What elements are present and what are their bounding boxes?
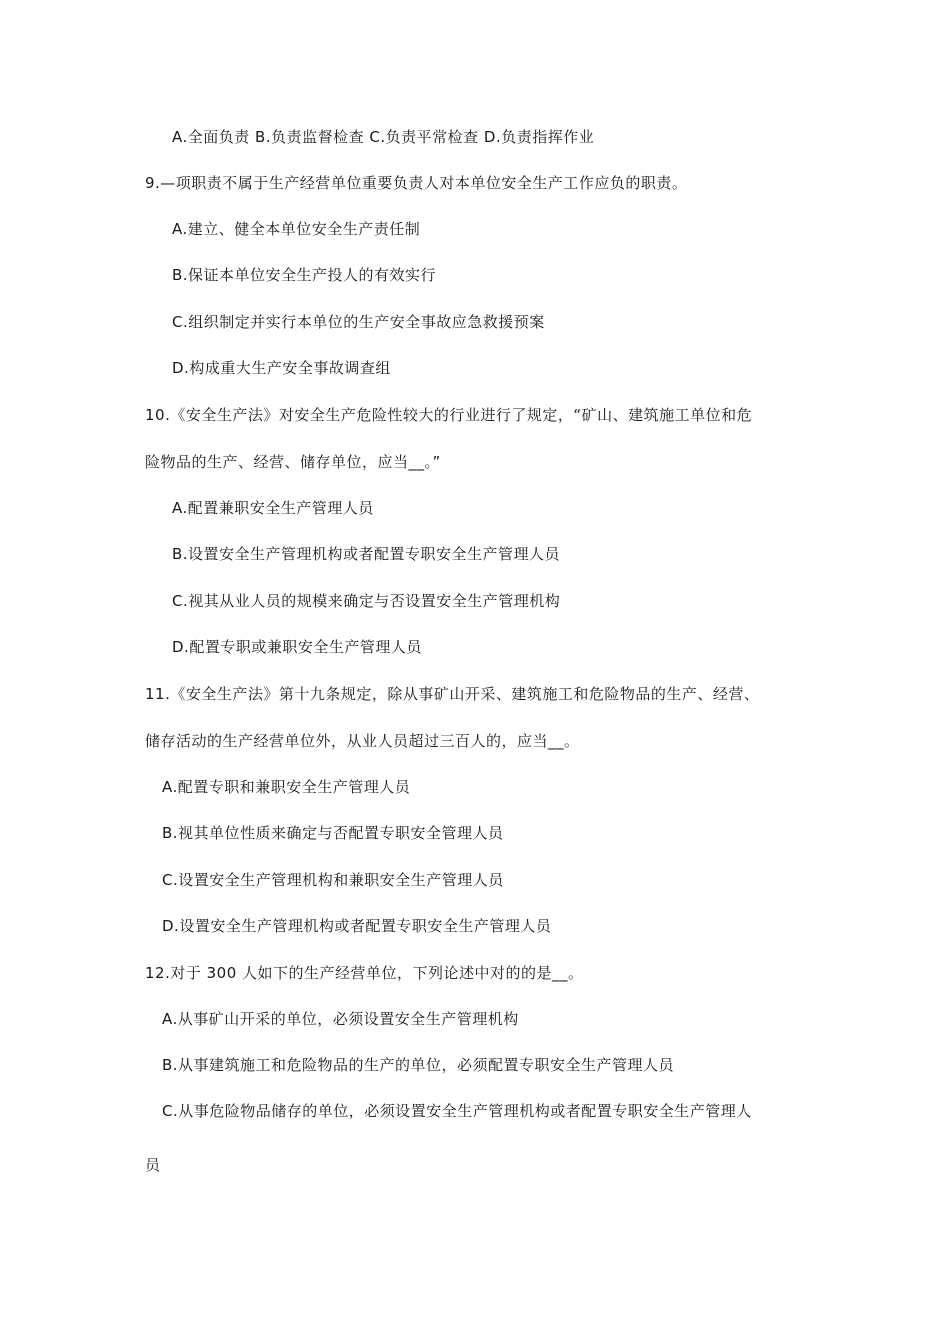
option-12c-line-2: 员 xyxy=(145,1156,161,1174)
question-9: 9.—项职责不属于生产经营单位重要负责人对本单位安全生产工作应负的职责。 xyxy=(145,174,688,192)
option-10c: C.视其从业人员的规模来确定与否设置安全生产管理机构 xyxy=(172,592,561,610)
option-10d: D.配置专职或兼职安全生产管理人员 xyxy=(172,638,422,656)
option-12b: B.从事建筑施工和危险物品的生产的单位，必须配置专职安全生产管理人员 xyxy=(162,1056,675,1074)
option-11c: C.设置安全生产管理机构和兼职安全生产管理人员 xyxy=(162,871,504,889)
option-9d: D.构成重大生产安全事故调查组 xyxy=(172,359,391,377)
option-9b: B.保证本单位安全生产投人的有效实行 xyxy=(172,266,437,284)
option-12c-line-1: C.从事危险物品储存的单位，必须设置安全生产管理机构或者配置专职安全生产管理人 xyxy=(162,1102,752,1120)
option-9a: A.建立、健全本单位安全生产责任制 xyxy=(172,220,421,238)
option-11b: B.视其单位性质来确定与否配置专职安全管理人员 xyxy=(162,824,504,842)
option-9c: C.组织制定并实行本单位的生产安全事故应急救援预案 xyxy=(172,313,545,331)
question-11-line-1: 11.《安全生产法》第十九条规定，除从事矿山开采、建筑施工和危险物品的生产、经营、 xyxy=(145,685,760,703)
option-10b: B.设置安全生产管理机构或者配置专职安全生产管理人员 xyxy=(172,545,561,563)
option-11d: D.设置安全生产管理机构或者配置专职安全生产管理人员 xyxy=(162,917,552,935)
option-12a: A.从事矿山开采的单位，必须设置安全生产管理机构 xyxy=(162,1010,519,1028)
question-12: 12.对于 300 人如下的生产经营单位，下列论述中对的的是__。 xyxy=(145,964,584,982)
answer-options-q8: A.全面负责 B.负责监督检查 C.负责平常检查 D.负责指挥作业 xyxy=(172,128,595,146)
question-10-line-1: 10.《安全生产法》对安全生产危险性较大的行业进行了规定，“矿山、建筑施工单位和危 xyxy=(145,406,753,424)
option-10a: A.配置兼职安全生产管理人员 xyxy=(172,499,374,517)
question-11-line-2: 储存活动的生产经营单位外，从业人员超过三百人的，应当__。 xyxy=(145,732,580,750)
question-10-line-2: 险物品的生产、经营、储存单位，应当__。” xyxy=(145,453,441,471)
option-11a: A.配置专职和兼职安全生产管理人员 xyxy=(162,778,411,796)
